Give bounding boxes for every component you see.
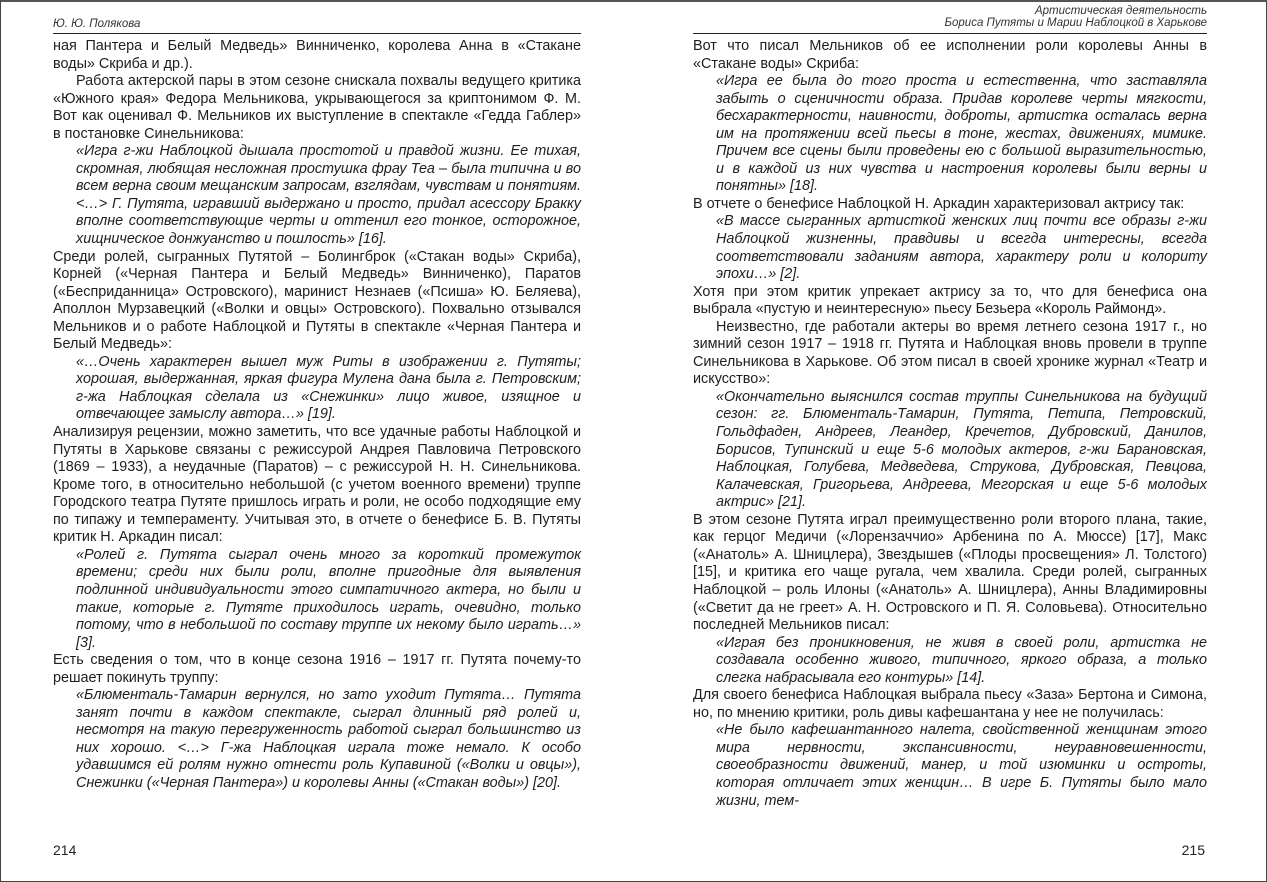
left-page-body — [53, 38, 581, 793]
paragraph: Неизвестно, где работали актеры во время летнего сезона 1917 г., но зимний сезон 1917 – 1918 гг. Путята и Наблоцкая вновь провели в труппе Синельникова в Харькове. Об этом писал в своей хронике журнал «Театр и искусство»: — [693, 318, 1207, 388]
paragraph: Среди ролей, сыгранных Путятой – Болингброк («Стакан воды» Скриба), Корней («Черная Пантера и Белый Медведь» Винниченко), Паратов («Бесприданница» Островского), маринист Незнаев («Псиша» Ю. Беляева), Аполлон Мурзавецкий («Волки и овцы» Островского). Похвально отзывался Мельников и о работе Наблоцкой и Путяты в спектакле «Черная Пантера и Белый Медведь»: — [53, 248, 581, 353]
right-page-body — [693, 38, 1207, 810]
paragraph: В отчете о бенефисе Наблоцкой Н. Аркадин характеризовал актрису так: — [693, 195, 1185, 212]
block-quote: «Блюменталь-Тамарин вернулся, но зато уходит Путята… Путята занят почти в каждом спектакле, сыграл длинный ряд ролей и, несмотря на такую перегруженность работой сыграл большинство из них хорошо. <…> Г-жа Наблоцкая играла тоже немало. К особо удавшимся ей ролям нужно отнести роль Купавиной («Волки и овцы»), Снежинки («Черная Пантера») и королевы Анны («Стакан воды») [20]. — [76, 687, 581, 791]
page-number: 214 — [53, 842, 77, 858]
right-page — [634, 2, 1266, 881]
paragraph: Работа актерской пары в этом сезоне снискала похвалы ведущего критика «Южного края» Федора Мельникова, укрывающегося за криптонимом Ф. М. Вот как оценивал Ф. Мельников их выступление в спектакле «Гедда Габлер» в постановке Синельникова: — [53, 73, 581, 142]
running-header-author — [53, 18, 581, 34]
paragraph: Для своего бенефиса Наблоцкая выбрала пьесу «Заза» Бертона и Симона, но, по мнению критики, роль дивы кафешантана у нее не получилась: — [693, 687, 1207, 721]
running-header-title — [693, 5, 1207, 34]
block-quote: «Окончательно выяснился состав труппы Синельникова на будущий сезон: гг. Блюменталь-Тамарин, Путята, Петипа, Петровский, Гольдфаден, Андреев, Леандер, Кречетов, Дубровский, Данилов, Борисов, Тупинский и еще 5-6 молодых актеров, г-жи Барановская, Наблоцкая, Голубева, Медведева, Струкова, Дубровская, Певцова, Калачевская, Григорьева, Андреева, Мегорская и еще 5-6 молодых актрис» [21]. — [716, 388, 1207, 511]
paragraph: Хотя при этом критик упрекает актрису за то, что для бенефиса она выбрала «пустую и неинтересную» пьесу Безьера «Король Раймонд». — [693, 283, 1207, 318]
block-quote: «Игра ее была до того проста и естественна, что заставляла забыть о сценичности образа. Придав королеве черты мягкости, бесхарактерности, наивности, доброты, артистка осталась верна им на протяжении всей пьесы в тоне, жестах, движениях, мимике. Причем все сцены были проведены ею с большой выразительностью, и в каждой из них чувства и настроения королевы были верны и понятны» [18]. — [716, 73, 1207, 195]
paragraph: В этом сезоне Путята играл преимущественно роли второго плана, такие, как герцог Медичи («Лорензаччио» Арбенина по А. Мюссе) [17], Макс («Анатоль» А. Шницлера), Звездышев («Плоды просвещения» Л. Толстого) [15], и критика его чаще ругала, чем хвалила. Среди ролей, сыгранных Наблоцкой – роль Илоны («Анатоль» А. Шницлера), Анны Владимировны («Светит да не греет» А. Н. Островского и П. Я. Соловьева). Относительно последней Мельников писал: — [693, 511, 1207, 634]
left-page — [1, 2, 634, 881]
block-quote: «Играя без проникновения, не живя в своей роли, артистка не создавала особенно живого, типичного, яркого образа, а только слегка набрасывала его контуры» [14]. — [716, 634, 1207, 686]
paragraph: Анализируя рецензии, можно заметить, что все удачные работы Наблоцкой и Путяты в Харькове связаны с режиссурой Андрея Павловича Петровского (1869 – 1933), а неудачные (Паратов) – с режиссурой Н. Н. Синельникова. Кроме того, в относительно небольшой (с учетом военного времени) труппе Городского театра Путяте пришлось играть и роли, не особо подходящие ему по типажу и темпераменту. Учитывая это, в отчете о бенефисе Б. В. Путяты критик Н. Аркадин писал: — [53, 424, 581, 546]
paragraph: Вот что писал Мельников об ее исполнении роли королевы Анны в «Стакане воды» Скриба: — [693, 38, 1207, 72]
block-quote: «В массе сыгранных артисткой женских лиц почти все образы г-жи Наблоцкой жизненны, правдивы и всегда интересны, всегда соответствовали заданиям автора, характеру роли и колориту эпохи…» [2]. — [716, 213, 1207, 283]
block-quote: «Ролей г. Путята сыграл очень много за короткий промежуток времени; среди них были роли, вполне пригодные для выявления подлинной индивидуальности этого симпатичного актера, но были и такие, которые г. Путяте приходилось играть, очевидно, только потому, что в небольшой по составу труппе их некому было играть…» [3]. — [76, 546, 581, 651]
block-quote: «Не было кафешантанного налета, свойственной женщинам этого мира нервности, экспансивности, неуравновешенности, своеобразности движений, манер, и той изюминки и остроты, которая отличает этих женщин… В игре Б. Путяты было мало жизни, тем- — [716, 722, 1207, 809]
paragraph: ная Пантера и Белый Медведь» Винниченко, королева Анна в «Стакане воды» Скриба и др.). — [53, 38, 581, 72]
block-quote: «…Очень характерен вышел муж Риты в изображении г. Путяты; хорошая, выдержанная, яркая фигура Мулена дана была г. Петровским; г-жа Наблоцкая сделала из «Снежинки» лицо живое, изящное и отвечающее замыслу автора…» [19]. — [76, 353, 581, 423]
header-author-text: Ю. Ю. Полякова — [53, 18, 141, 30]
header-title-line1: Артистическая деятельность — [1034, 5, 1207, 17]
block-quote: «Игра г-жи Наблоцкой дышала простотой и правдой жизни. Ее тихая, скромная, любящая несложная простушка фрау Теа – была типична и во всем верна своим мещанским запросам, взглядам, чувствам и понятиям. <…> Г. Путята, игравший выдержано и просто, придал асессору Бракку вполне соответствующие черты и оттенил его тонкое, осторожное, хищническое донжуанство и пошлость» [16]. — [76, 143, 581, 248]
header-title-line2: Бориса Путяты и Марии Наблоцкой в Харькове — [944, 17, 1207, 29]
page-number: 215 — [1181, 842, 1205, 858]
paragraph: Есть сведения о том, что в конце сезона 1916 – 1917 гг. Путята почему-то решает покинуть труппу: — [53, 652, 581, 686]
